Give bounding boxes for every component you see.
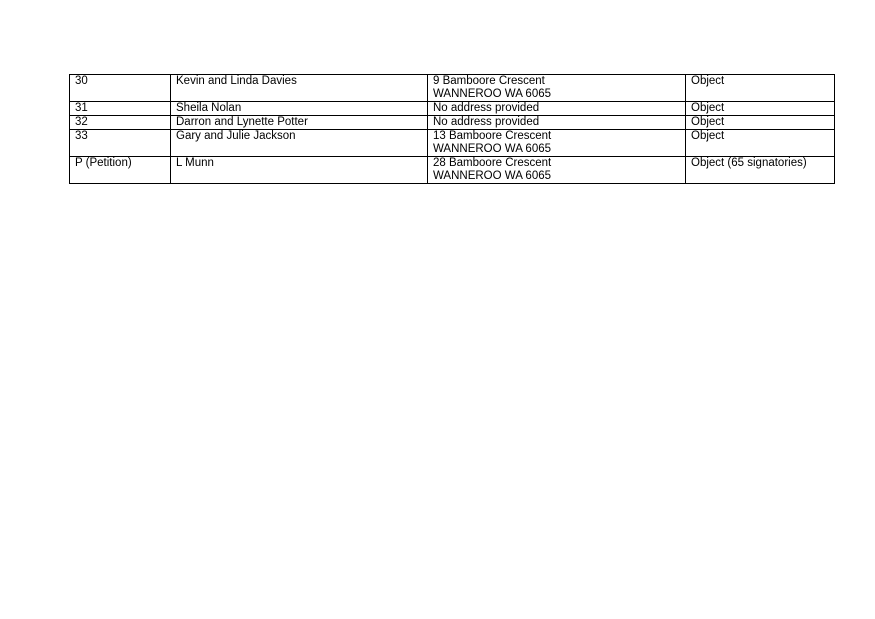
address-line: 9 Bamboore Crescent bbox=[433, 75, 545, 87]
address-line: WANNEROO WA 6065 bbox=[433, 143, 552, 155]
table-row bbox=[70, 157, 835, 184]
address-line: 13 Bamboore Crescent bbox=[433, 130, 552, 142]
submitter-name: Kevin and Linda Davies bbox=[171, 75, 428, 102]
submissions-table bbox=[69, 74, 835, 184]
submission-number: 32 bbox=[70, 116, 171, 130]
address-line: No address provided bbox=[433, 102, 540, 114]
address-line: WANNEROO WA 6065 bbox=[433, 170, 552, 182]
submitter-address bbox=[428, 75, 686, 102]
submission-position: Object bbox=[686, 102, 835, 116]
submission-position: Object bbox=[686, 130, 835, 157]
submitter-name: Gary and Julie Jackson bbox=[171, 130, 428, 157]
submission-position: Object bbox=[686, 116, 835, 130]
submission-number: P (Petition) bbox=[70, 157, 171, 184]
submitter-name: Darron and Lynette Potter bbox=[171, 116, 428, 130]
submitter-name: Sheila Nolan bbox=[171, 102, 428, 116]
table-row bbox=[70, 130, 835, 157]
submission-number: 31 bbox=[70, 102, 171, 116]
address-line: WANNEROO WA 6065 bbox=[433, 88, 552, 100]
submitter-address bbox=[428, 157, 686, 184]
submission-number: 30 bbox=[70, 75, 171, 102]
submission-position: Object bbox=[686, 75, 835, 102]
submitter-address bbox=[428, 116, 686, 130]
submitter-address bbox=[428, 130, 686, 157]
table-row bbox=[70, 116, 835, 130]
table-row bbox=[70, 102, 835, 116]
address-line: No address provided bbox=[433, 116, 540, 128]
submission-position: Object (65 signatories) bbox=[686, 157, 835, 184]
table-row bbox=[70, 75, 835, 102]
submitter-address bbox=[428, 102, 686, 116]
submitter-name: L Munn bbox=[171, 157, 428, 184]
address-line: 28 Bamboore Crescent bbox=[433, 157, 552, 169]
submission-number: 33 bbox=[70, 130, 171, 157]
